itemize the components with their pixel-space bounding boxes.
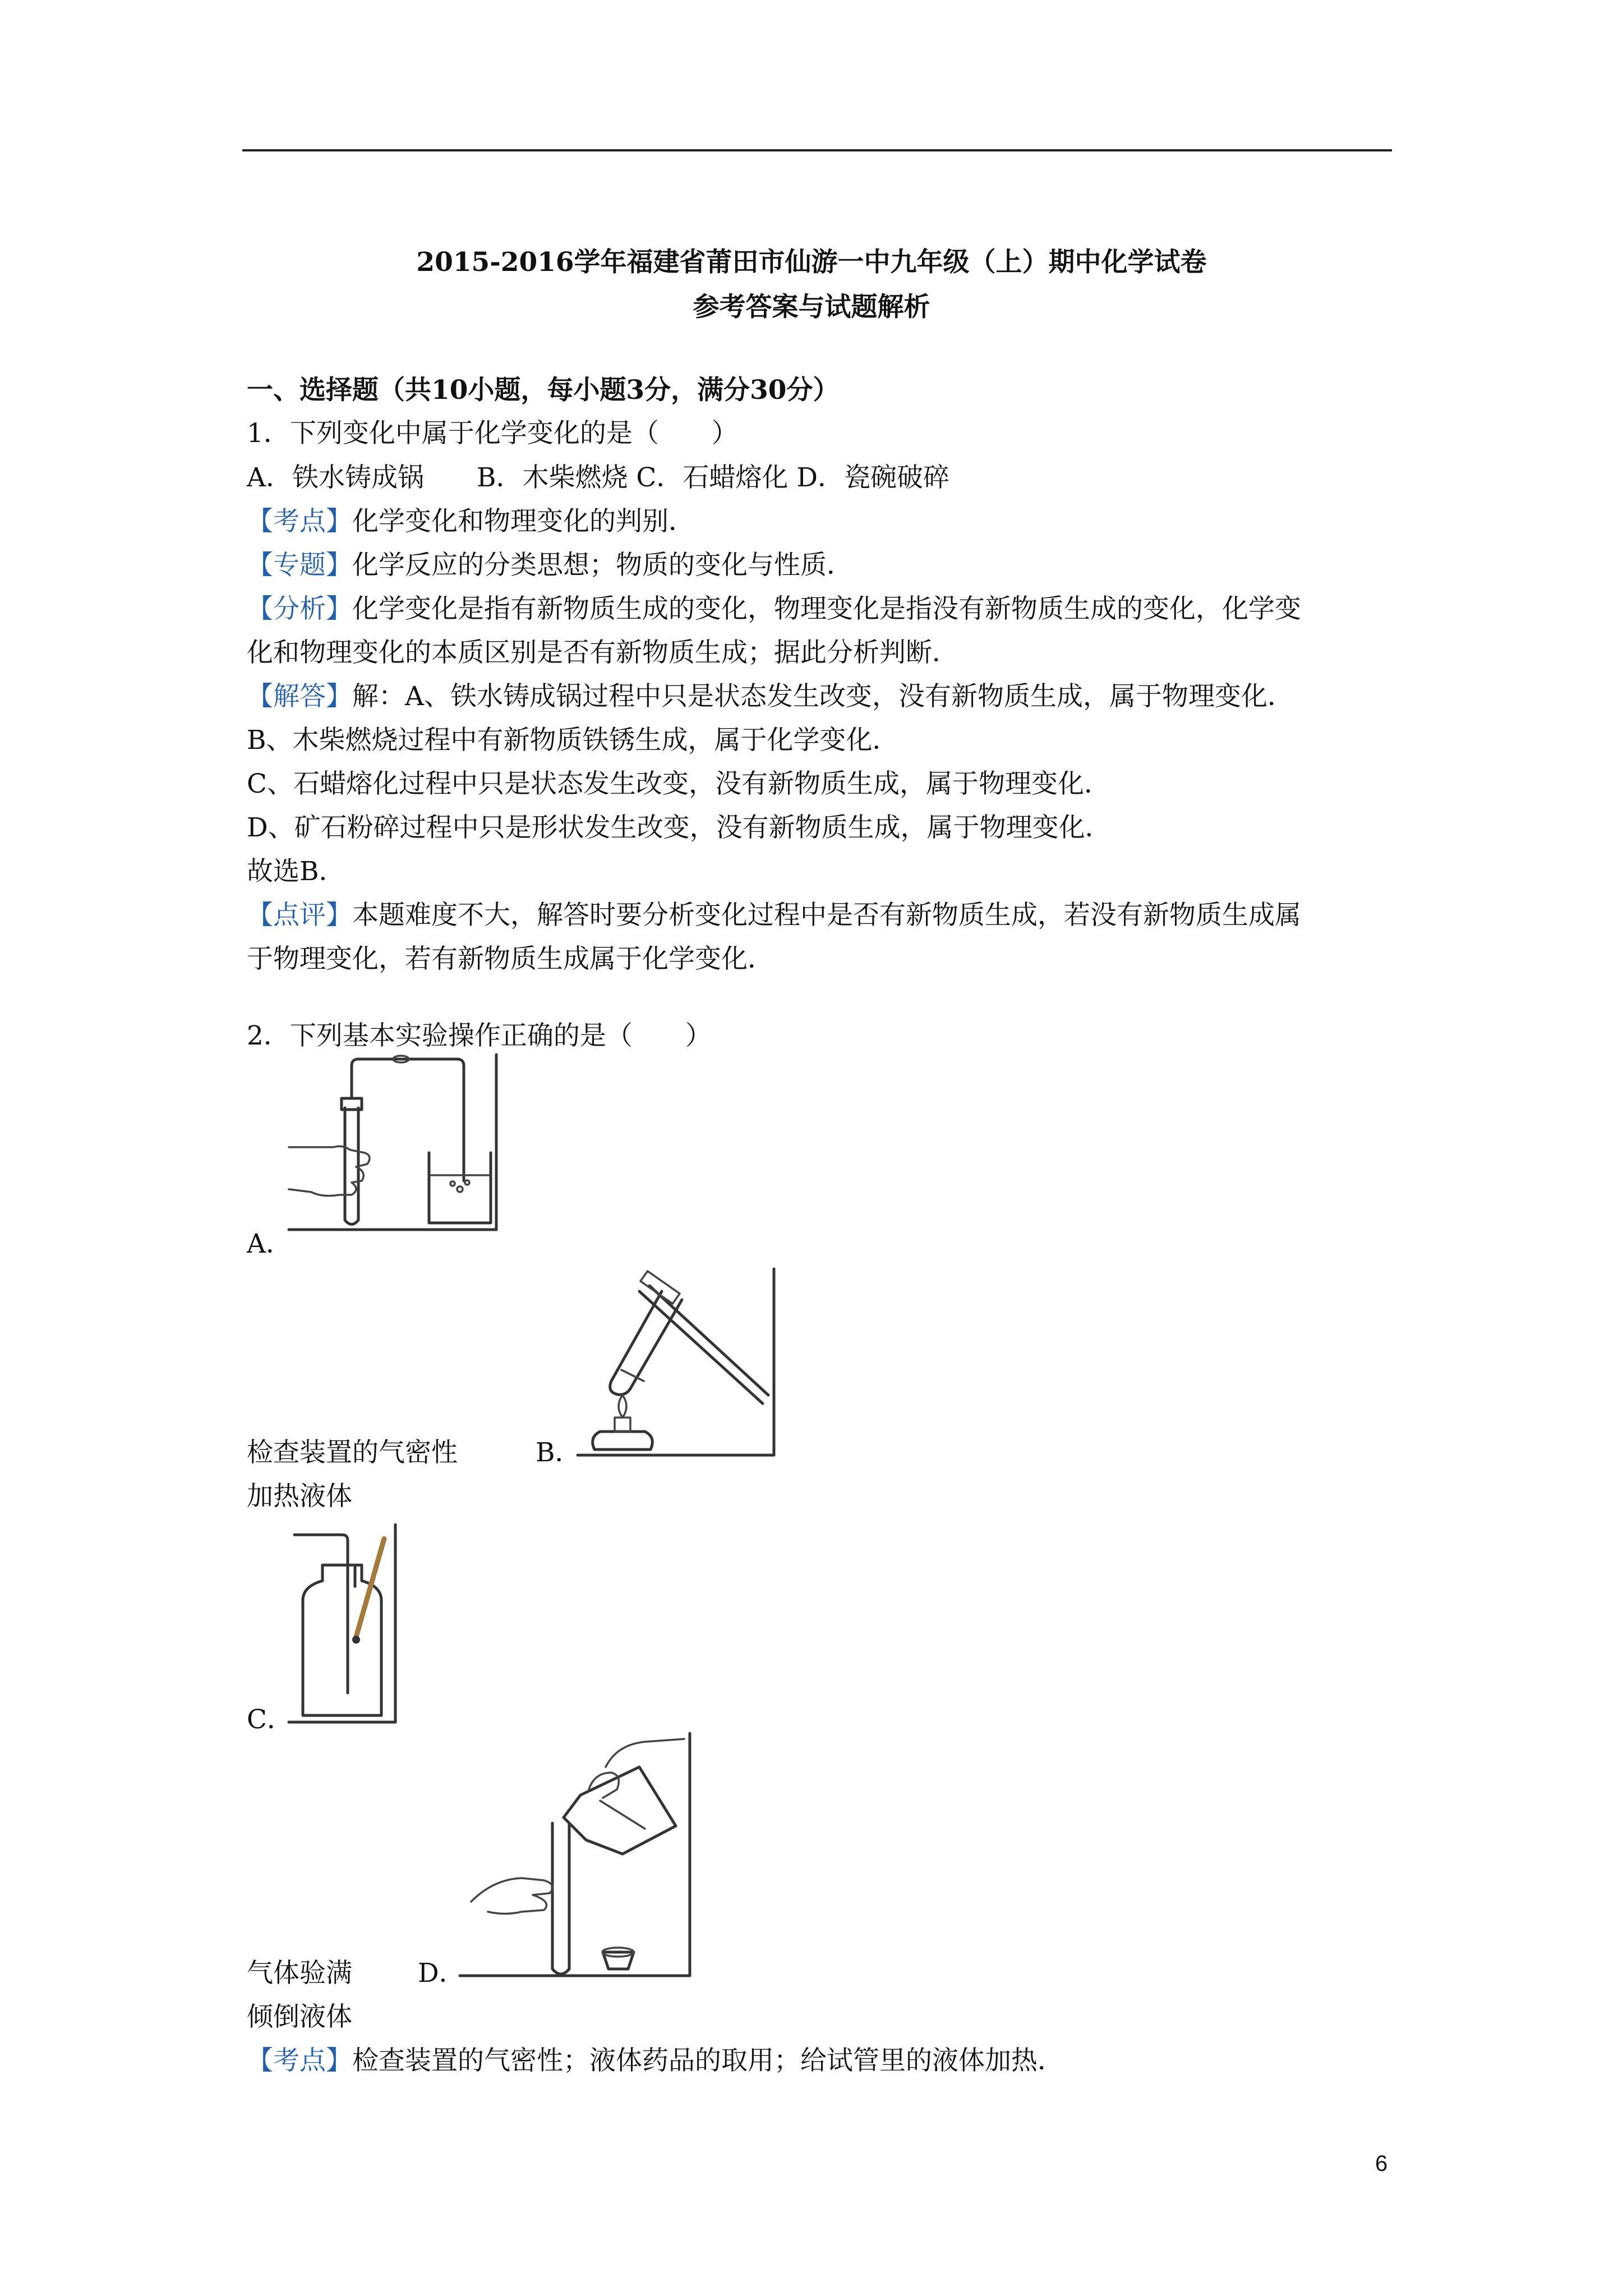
q1-jieda-line2: B、木柴燃烧过程中有新物质铁锈生成，属于化学变化． [247,725,899,756]
q1-dianping-line1 [247,899,1301,932]
q2-option-b-label: B． [536,1437,582,1468]
zhuanti-tag: 【专题】 [247,550,352,581]
figure-b-heating-liquid [578,1269,780,1460]
figure-c-gas-full-test [289,1525,401,1727]
q2-option-c-caption: 气体验满 [247,1958,352,1989]
jieda-tag: 【解答】 [247,681,352,712]
page-number: 6 [1375,2151,1388,2176]
kaodian-tag: 【考点】 [247,506,352,537]
q1-jieda-line1 [247,680,1294,714]
jieda-text-1: 解：A、铁水铸成锅过程中只是状态发生改变，没有新物质生成，属于物理变化． [352,681,1294,712]
page-subtitle: 参考答案与试题解析 [693,292,930,323]
q1-jieda-line3: C、石蜡熔化过程中只是状态发生改变，没有新物质生成，属于物理变化． [247,769,1110,799]
q1-dianping-line2: 于物理变化，若有新物质生成属于化学变化． [247,944,774,974]
figure-a-airtightness [289,1055,502,1234]
dianping-tag: 【点评】 [247,900,352,931]
q2-option-a-caption: 检查装置的气密性 [247,1437,458,1468]
fenxi-tag: 【分析】 [247,593,352,624]
q1-answer: 故选B． [247,856,345,887]
q2-stem: 2．下列基本实验操作正确的是（ ） [247,1020,712,1051]
q1-jieda-line4: D、矿石粉碎过程中只是形状发生改变，没有新物质生成，属于物理变化． [247,812,1112,843]
q1-fenxi-line2: 化和物理变化的本质区别是否有新物质生成；据此分析判断． [247,637,958,668]
header-rule [242,149,1392,151]
q2-option-d-caption: 倾倒液体 [247,2001,352,2032]
q1-kaodian [247,505,695,539]
q1-fenxi-line1 [247,592,1301,626]
q2-option-a-label: A． [247,1228,292,1259]
q1-options: A．铁水铸成锅 B．木柴燃烧 C．石蜡熔化 D．瓷碗破碎 [247,462,950,493]
q1-zhuanti [247,549,853,582]
zhuanti-text: 化学反应的分类思想；物质的变化与性质． [352,550,853,581]
fenxi-text-1: 化学变化是指有新物质生成的变化，物理变化是指没有新物质生成的变化，化学变 [352,593,1301,624]
dianping-text-1: 本题难度不大，解答时要分析变化过程中是否有新物质生成，若没有新物质生成属 [352,900,1301,931]
q2-option-d-label: D． [418,1958,465,1989]
q1-stem: 1．下列变化中属于化学变化的是（ ） [247,418,738,449]
kaodian-text: 化学变化和物理变化的判别． [352,506,695,537]
section-heading: 一、选择题（共10小题，每小题3分，满分30分） [247,375,840,406]
q2-option-c-label: C． [247,1704,293,1735]
figure-d-pouring-liquid [460,1733,695,1980]
q2-kaodian-tag: 【考点】 [247,2045,352,2076]
q2-kaodian-text: 检查装置的气密性；液体药品的取用；给试管里的液体加热． [352,2045,1064,2076]
q2-kaodian [247,2044,1064,2078]
q2-option-b-caption: 加热液体 [247,1481,352,1512]
page-title: 2015-2016学年福建省莆田市仙游一中九年级（上）期中化学试卷 [416,247,1207,278]
